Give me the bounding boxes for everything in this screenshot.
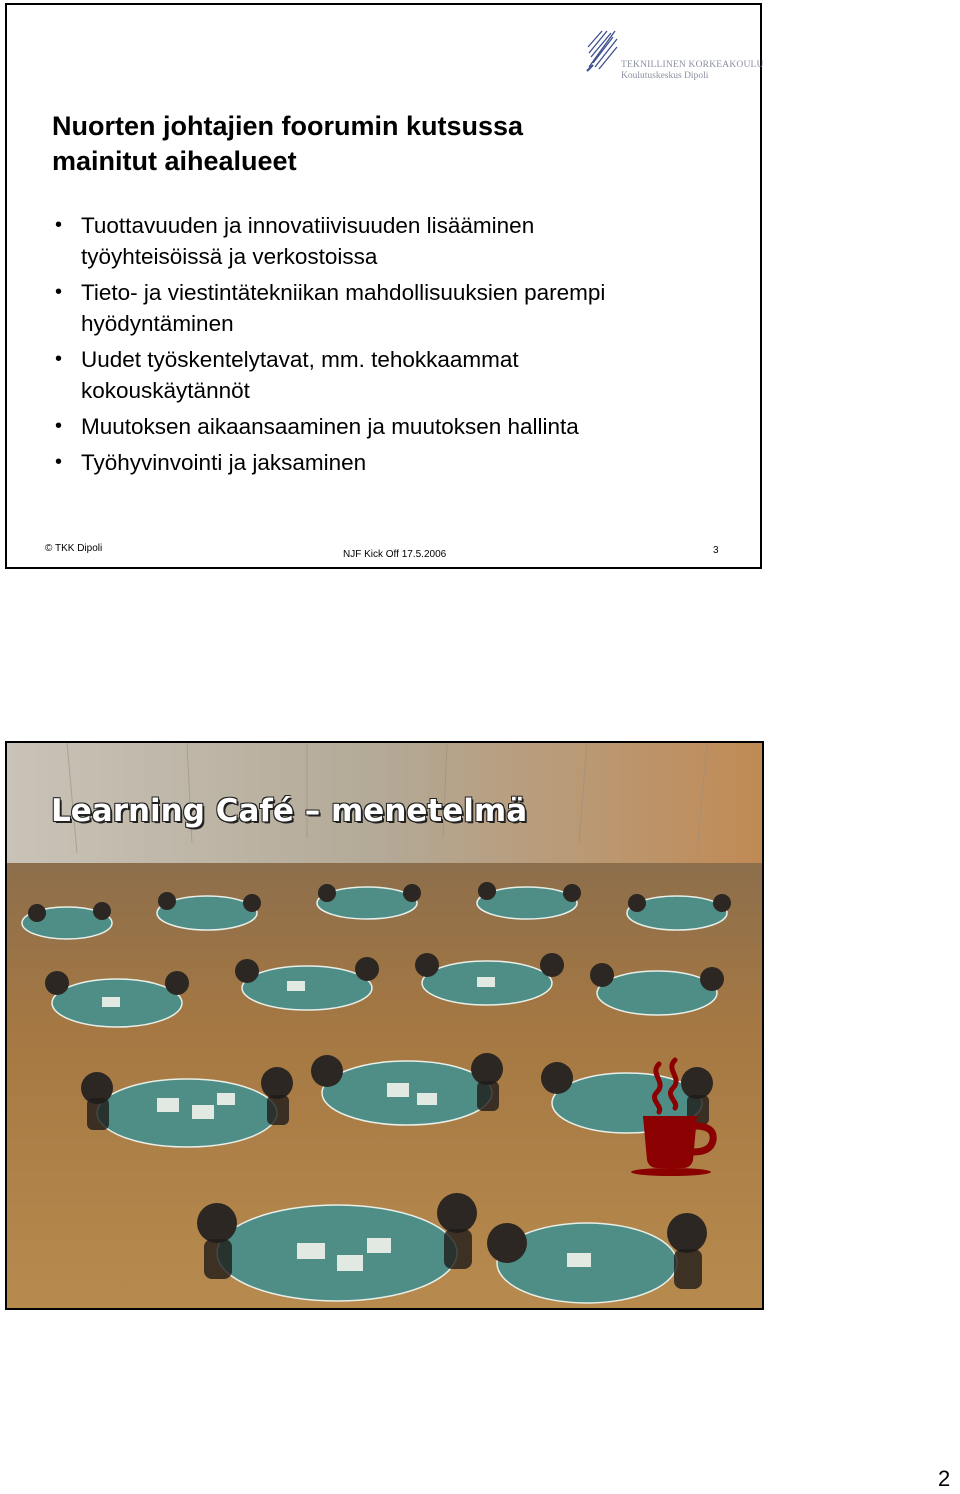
- bullet-text: kokouskäytännöt: [81, 378, 250, 403]
- institution-logo: [585, 27, 765, 87]
- bullet-text: • Muutoksen aikaansaaminen ja muutoksen hallinta: [81, 414, 579, 439]
- slide-2: [5, 741, 764, 1310]
- bullet-text: hyödyntäminen: [81, 311, 234, 336]
- bullet-text: • Tuottavuuden ja innovatiivisuuden lisääminen: [81, 213, 535, 238]
- slide-2-title: Learning Café – menetelmä: [51, 793, 528, 829]
- bullet-text: • Tieto- ja viestintätekniikan mahdollisuuksien parempi: [81, 280, 606, 305]
- logo-text-center: Koulutuskeskus Dipoli: [621, 71, 709, 81]
- bullet-item: [52, 344, 605, 406]
- bullet-item: [52, 277, 605, 339]
- slide-title-line: mainitut aihealueet: [52, 146, 297, 176]
- logo-text-university: TEKNILLINEN KORKEAKOULU: [621, 60, 764, 70]
- bullet-text: • Työhyvinvointi ja jaksaminen: [81, 450, 367, 475]
- feather-logo-icon: [585, 27, 619, 73]
- bullet-item: [52, 210, 605, 272]
- bullet-item: [52, 447, 605, 478]
- bullet-text: • Uudet työskentelytavat, mm. tehokkaammat: [81, 347, 519, 372]
- slide-1: [5, 3, 762, 569]
- coffee-cup-icon: [629, 1056, 719, 1176]
- page-number: 2: [938, 1466, 951, 1491]
- bullet-list: [52, 210, 605, 483]
- bullet-text: työyhteisöissä ja verkostoissa: [81, 244, 378, 269]
- bullet-item: [52, 411, 605, 442]
- slide-title-line: Nuorten johtajien foorumin kutsussa: [52, 111, 524, 141]
- slide-title: [52, 109, 692, 179]
- footer-slide-number: 3: [713, 545, 719, 556]
- footer-event: NJF Kick Off 17.5.2006: [343, 549, 447, 560]
- footer-copyright: © TKK Dipoli: [45, 543, 103, 554]
